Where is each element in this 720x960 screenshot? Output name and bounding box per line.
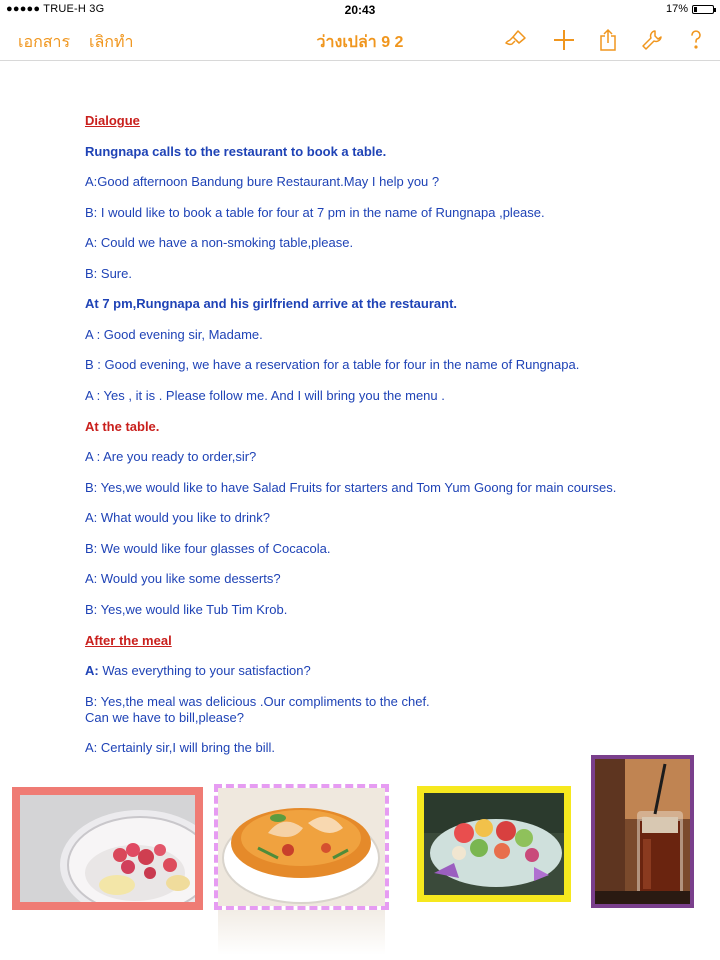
documents-button[interactable]: เอกสาร bbox=[18, 34, 71, 51]
dialogue-line: A : Good evening sir, Madame. bbox=[85, 327, 263, 342]
tom-yum-goong-photo[interactable] bbox=[214, 784, 389, 910]
tub-tim-krob-photo[interactable] bbox=[12, 787, 203, 910]
dialogue-line: A : Are you ready to order,sir? bbox=[85, 449, 257, 464]
speaker-label: A: bbox=[85, 663, 99, 678]
status-bar bbox=[0, 0, 720, 20]
help-icon[interactable] bbox=[684, 28, 708, 52]
wrench-icon[interactable] bbox=[640, 28, 664, 52]
plus-icon[interactable] bbox=[552, 28, 576, 52]
dialogue-line: B: Sure. bbox=[85, 266, 132, 281]
toolbar bbox=[0, 20, 720, 61]
dialogue-line bbox=[85, 663, 311, 679]
fruit-salad-photo[interactable] bbox=[417, 786, 571, 902]
cola-glass-photo[interactable] bbox=[591, 755, 694, 908]
dialogue-line: B : Good evening, we have a reservation for a table for four in the name of Rungnapa. bbox=[85, 357, 580, 372]
photo-reflection bbox=[218, 910, 385, 955]
dialogue-heading: Dialogue bbox=[85, 113, 140, 128]
dialogue-text: Was everything to your satisfaction? bbox=[102, 663, 311, 678]
undo-button[interactable]: เลิกทำ bbox=[89, 34, 134, 51]
dialogue-line: B: I would like to book a table for four at 7 pm in the name of Rungnapa ,please. bbox=[85, 205, 545, 220]
dialogue-line: A: What would you like to drink? bbox=[85, 510, 270, 525]
share-icon[interactable] bbox=[596, 28, 620, 52]
section-heading: At the table. bbox=[85, 419, 160, 434]
dialogue-line: B: Yes,the meal was delicious .Our compliments to the chef. bbox=[85, 694, 430, 709]
dialogue-line: A: Could we have a non-smoking table,please. bbox=[85, 235, 354, 250]
battery-percent: 17% bbox=[665, 3, 688, 15]
carrier-signal: ●●●●● TRUE-H 3G bbox=[6, 3, 105, 15]
dialogue-line: B: Yes,we would like to have Salad Fruits for starters and Tom Yum Goong for main courses. bbox=[85, 480, 617, 495]
battery-status bbox=[666, 3, 714, 15]
scene-heading: At 7 pm,Rungnapa and his girlfriend arrive at the restaurant. bbox=[85, 296, 458, 311]
clock: 20:43 bbox=[344, 3, 376, 17]
paintbrush-icon[interactable] bbox=[504, 28, 528, 52]
battery-icon bbox=[692, 5, 714, 14]
document-title[interactable]: ว่างเปล่า 9 2 bbox=[316, 34, 404, 51]
dialogue-line: Can we have to bill,please? bbox=[85, 710, 244, 725]
dialogue-line: A: Would you like some desserts? bbox=[85, 571, 281, 586]
scene-heading: Rungnapa calls to the restaurant to book a table. bbox=[85, 144, 387, 159]
dialogue-line: A : Yes , it is . Please follow me. And I will bring you the menu . bbox=[85, 388, 445, 403]
dialogue-line: A:Good afternoon Bandung bure Restaurant.May I help you ? bbox=[85, 174, 440, 189]
dialogue-line: B: We would like four glasses of Cocacola. bbox=[85, 541, 331, 556]
dialogue-line: A: Certainly sir,I will bring the bill. bbox=[85, 740, 276, 755]
section-heading: After the meal bbox=[85, 633, 172, 648]
dialogue-line: B: Yes,we would like Tub Tim Krob. bbox=[85, 602, 288, 617]
